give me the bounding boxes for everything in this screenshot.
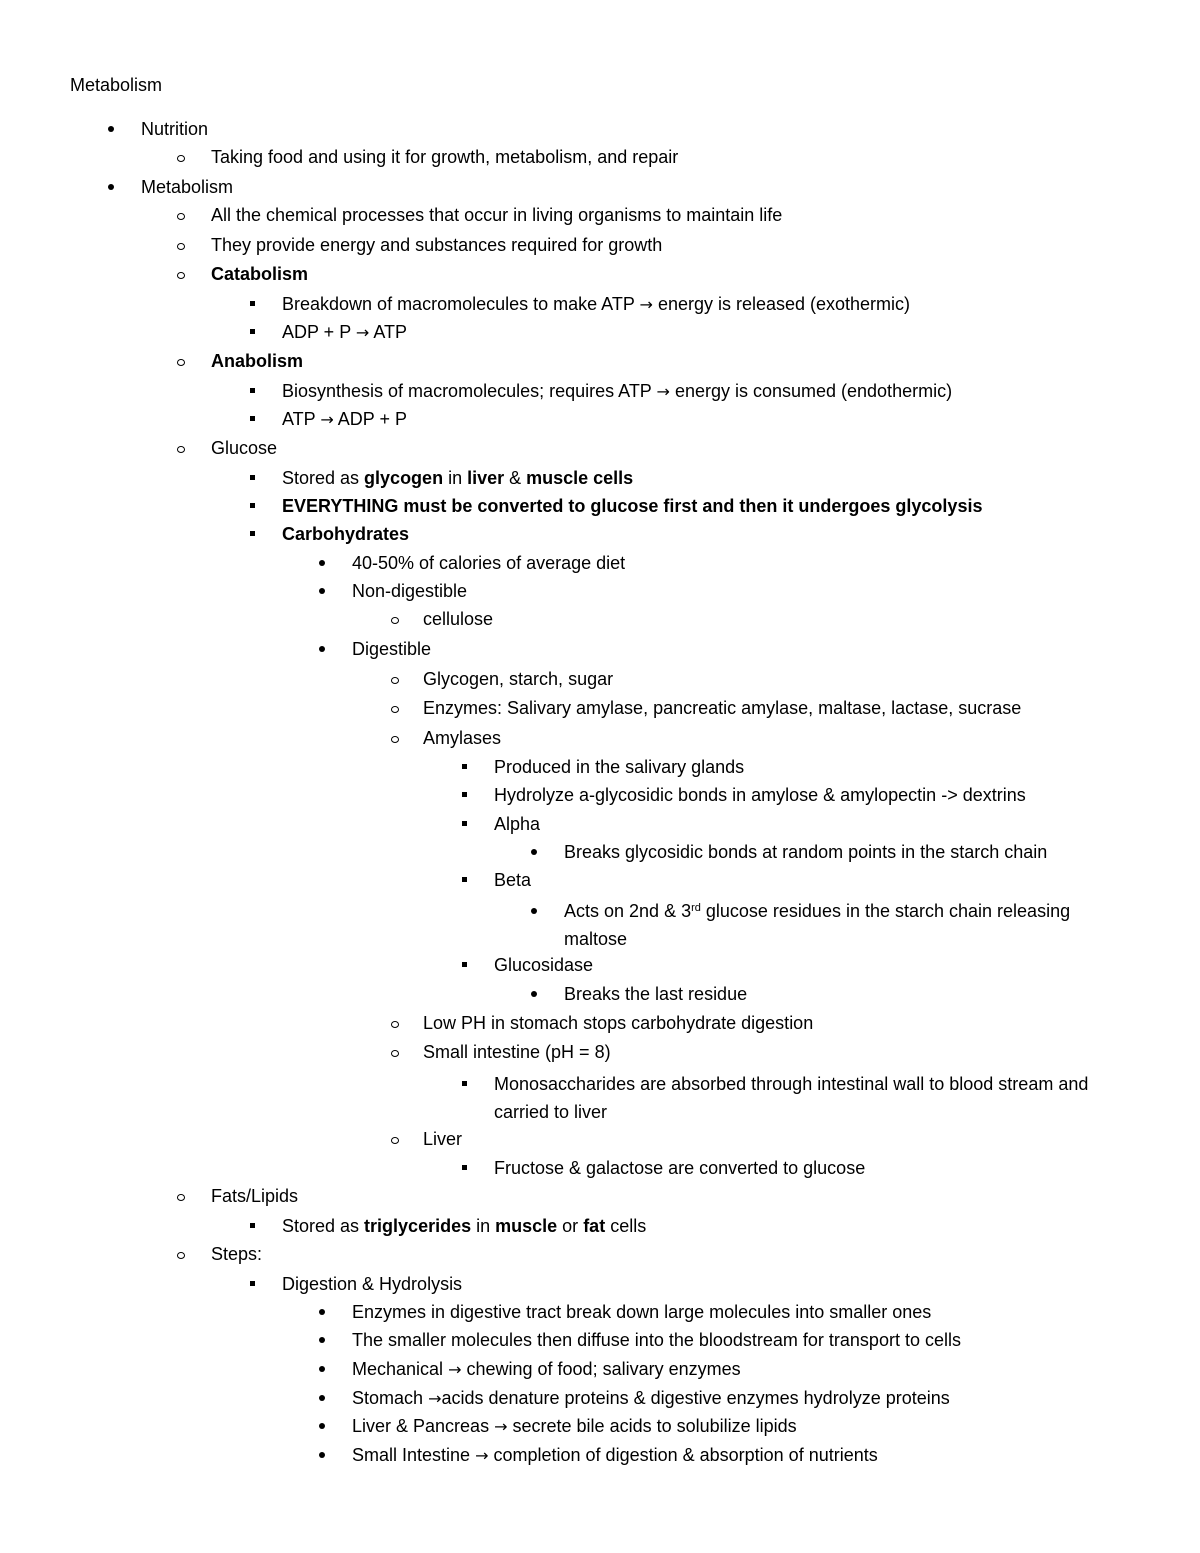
item-text: cellulose bbox=[423, 609, 494, 629]
list-item-glucose-stored bbox=[282, 467, 633, 489]
item-text: Nutrition bbox=[141, 119, 209, 139]
list-item-monosaccharides bbox=[494, 1070, 1124, 1126]
item-text: Enzymes in digestive tract break down large molecules into smaller ones bbox=[352, 1302, 932, 1322]
item-text: Produced in the salivary glands bbox=[494, 757, 745, 777]
item-text: or bbox=[557, 1216, 584, 1236]
list-item-catabolism-breakdown bbox=[282, 293, 910, 316]
item-text: Beta bbox=[494, 870, 532, 890]
item-text: Small intestine (pH = 8) bbox=[423, 1042, 611, 1062]
item-text: All the chemical processes that occur in living organisms to maintain life bbox=[211, 205, 783, 225]
list-item-amylases-produced bbox=[494, 756, 744, 778]
item-text: Enzymes: Salivary amylase, pancreatic amylase, maltase, lactase, sucrase bbox=[423, 698, 1022, 718]
item-text: Taking food and using it for growth, metabolism, and repair bbox=[211, 147, 679, 167]
arrow-icon: → bbox=[639, 295, 653, 314]
item-text: Amylases bbox=[423, 728, 502, 748]
list-item-steps-intestine bbox=[352, 1444, 878, 1467]
list-item-calories bbox=[352, 552, 625, 574]
list-item-digestible bbox=[352, 638, 431, 660]
list-item-fructose bbox=[494, 1157, 865, 1179]
item-text: energy is released (exothermic) bbox=[657, 294, 911, 314]
item-text: energy is consumed (endothermic) bbox=[674, 381, 953, 401]
list-item-alpha bbox=[494, 813, 540, 835]
item-text: Catabolism bbox=[211, 264, 309, 284]
arrow-icon: → bbox=[355, 323, 370, 342]
item-text: Non-digestible bbox=[352, 581, 468, 601]
list-item-anabolism-equation bbox=[282, 408, 407, 431]
list-item-catabolism bbox=[211, 263, 308, 285]
item-text: Hydrolyze a-glycosidic bonds in amylose & amylopectin -> dextrins bbox=[494, 785, 1026, 805]
list-item-steps-liver bbox=[352, 1415, 797, 1438]
item-text: Mechanical bbox=[352, 1359, 444, 1379]
item-text: cells bbox=[605, 1216, 647, 1236]
list-item-steps bbox=[211, 1243, 262, 1265]
item-text: glucose residues in the starch chain releasing maltose bbox=[564, 901, 1071, 949]
list-item-alpha-detail bbox=[564, 841, 1047, 863]
list-item-cellulose bbox=[423, 608, 493, 630]
item-text: Steps: bbox=[211, 1244, 263, 1264]
arrow-icon: → bbox=[494, 1417, 508, 1436]
list-item-glucose bbox=[211, 437, 277, 459]
item-text: The smaller molecules then diffuse into the bloodstream for transport to cells bbox=[352, 1330, 961, 1350]
item-text: liver bbox=[467, 468, 505, 488]
arrow-icon: → bbox=[428, 1389, 442, 1408]
item-text: muscle cells bbox=[526, 468, 634, 488]
arrow-icon: → bbox=[475, 1446, 489, 1465]
arrow-icon: → bbox=[320, 410, 334, 429]
item-text: Low PH in stomach stops carbohydrate digestion bbox=[423, 1013, 814, 1033]
item-text: Glycogen, starch, sugar bbox=[423, 669, 614, 689]
item-text: Breakdown of macromolecules to make ATP bbox=[282, 294, 635, 314]
list-item-amylases bbox=[423, 727, 501, 749]
item-text: Biosynthesis of macromolecules; requires ATP bbox=[282, 381, 652, 401]
item-text: glycogen bbox=[364, 468, 444, 488]
list-item-carbohydrates bbox=[282, 523, 409, 545]
list-item-catabolism-equation bbox=[282, 321, 407, 344]
document-title: Metabolism bbox=[70, 75, 163, 95]
item-text: & bbox=[504, 468, 527, 488]
list-item-metabolism-definition bbox=[211, 204, 782, 226]
list-item-examples bbox=[423, 668, 613, 690]
item-text: secrete bile acids to solubilize lipids bbox=[512, 1416, 797, 1436]
item-text: Acts on 2nd & 3 bbox=[564, 901, 692, 921]
item-text: Anabolism bbox=[211, 351, 304, 371]
item-text: Monosaccharides are absorbed through intestinal wall to blood stream and carried to liver bbox=[494, 1074, 1089, 1122]
list-item-steps-enzymes bbox=[352, 1301, 931, 1323]
item-text: ADP + P bbox=[282, 322, 351, 342]
list-item-metabolism-provides bbox=[211, 234, 662, 256]
list-item-glucosidase bbox=[494, 954, 593, 976]
item-text: Digestible bbox=[352, 639, 432, 659]
item-text: 40-50% of calories of average diet bbox=[352, 553, 626, 573]
item-text: Stomach bbox=[352, 1388, 424, 1408]
list-item-steps-mechanical bbox=[352, 1358, 741, 1381]
list-item-glucosidase-detail bbox=[564, 983, 747, 1005]
list-item-steps-diffuse bbox=[352, 1329, 961, 1351]
list-item-liver bbox=[423, 1128, 462, 1150]
item-text: EVERYTHING must be converted to glucose first and then it undergoes glycolysis bbox=[282, 496, 983, 516]
item-text: ATP bbox=[373, 322, 407, 342]
item-text: Fats/Lipids bbox=[211, 1186, 299, 1206]
list-item-steps-stomach bbox=[352, 1387, 950, 1410]
item-text: They provide energy and substances required for growth bbox=[211, 235, 663, 255]
list-item-nutrition-definition bbox=[211, 146, 678, 168]
list-item-amylases-hydrolyze bbox=[494, 784, 1026, 806]
item-text: Liver & Pancreas bbox=[352, 1416, 490, 1436]
list-item-low-ph bbox=[423, 1012, 813, 1034]
item-text: in bbox=[471, 1216, 496, 1236]
item-text: Glucosidase bbox=[494, 955, 594, 975]
item-text: Liver bbox=[423, 1129, 463, 1149]
superscript: rd bbox=[691, 902, 701, 914]
item-text: fat bbox=[583, 1216, 606, 1236]
list-item-fats-stored bbox=[282, 1215, 646, 1237]
list-item-glucose-everything bbox=[282, 495, 982, 517]
item-text: Carbohydrates bbox=[282, 524, 410, 544]
item-text: Breaks glycosidic bonds at random points in the starch chain bbox=[564, 842, 1048, 862]
item-text: Breaks the last residue bbox=[564, 984, 748, 1004]
item-text: triglycerides bbox=[364, 1216, 472, 1236]
list-item-fats bbox=[211, 1185, 298, 1207]
arrow-icon: → bbox=[448, 1360, 462, 1379]
list-item-metabolism bbox=[141, 176, 233, 198]
item-text: Stored as bbox=[282, 468, 365, 488]
item-text: Stored as bbox=[282, 1216, 365, 1236]
list-item-beta-detail bbox=[564, 897, 1124, 953]
item-text: chewing of food; salivary enzymes bbox=[466, 1359, 741, 1379]
item-text: acids denature proteins & digestive enzymes hydrolyze proteins bbox=[441, 1388, 950, 1408]
list-item-non-digestible bbox=[352, 580, 467, 602]
item-text: Alpha bbox=[494, 814, 541, 834]
list-item-nutrition bbox=[141, 118, 208, 140]
item-text: completion of digestion & absorption of nutrients bbox=[493, 1445, 878, 1465]
item-text: Fructose & galactose are converted to glucose bbox=[494, 1158, 866, 1178]
item-text: Metabolism bbox=[141, 177, 234, 197]
item-text: in bbox=[443, 468, 468, 488]
item-text: ATP bbox=[282, 409, 316, 429]
list-item-digestion bbox=[282, 1273, 462, 1295]
arrow-icon: → bbox=[656, 382, 670, 401]
list-item-small-intestine bbox=[423, 1041, 611, 1063]
list-item-enzymes bbox=[423, 697, 1021, 719]
list-item-anabolism bbox=[211, 350, 303, 372]
list-item-beta bbox=[494, 869, 531, 891]
item-text: ADP + P bbox=[337, 409, 408, 429]
item-text: Glucose bbox=[211, 438, 278, 458]
list-item-anabolism-biosynthesis bbox=[282, 380, 952, 403]
item-text: muscle bbox=[495, 1216, 558, 1236]
item-text: Small Intestine bbox=[352, 1445, 471, 1465]
item-text: Digestion & Hydrolysis bbox=[282, 1274, 463, 1294]
